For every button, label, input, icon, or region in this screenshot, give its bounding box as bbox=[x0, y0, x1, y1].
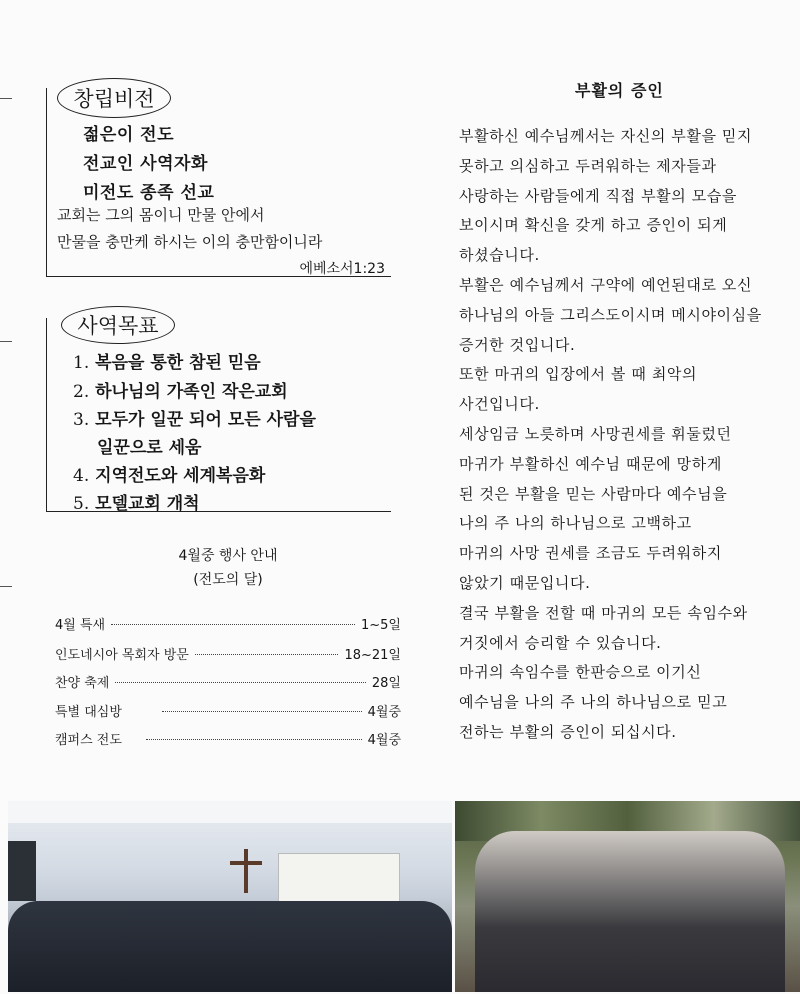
goal-text: 모두가 일꾼 되어 모든 사람을 bbox=[95, 410, 316, 430]
vision-line: 전교인 사역자화 bbox=[83, 154, 208, 174]
goal-text: 복음을 통한 참된 믿음 bbox=[95, 353, 261, 373]
goal-number: 5. bbox=[73, 494, 90, 514]
event-row bbox=[55, 701, 401, 719]
fold-mark bbox=[0, 586, 12, 587]
article-line: 증거한 것입니다. bbox=[459, 335, 576, 354]
leader-dots bbox=[111, 624, 355, 625]
vision-box bbox=[46, 88, 391, 277]
event-date: 28일 bbox=[371, 676, 401, 691]
vision-line: 미전도 종족 선교 bbox=[83, 183, 215, 203]
event-name: 인도네시아 목회자 방문 bbox=[55, 648, 189, 663]
event-row bbox=[55, 644, 401, 662]
event-name: 특별 대심방 bbox=[55, 705, 122, 720]
goal-item bbox=[73, 405, 316, 430]
event-row bbox=[55, 672, 401, 690]
article-line: 세상임금 노릇하며 사망권세를 휘둘렀던 bbox=[459, 425, 732, 443]
vision-verse: 교회는 그의 몸이니 만물 안에서 bbox=[57, 206, 265, 224]
vision-verse: 만물을 충만케 하시는 이의 충만함이니라 bbox=[57, 233, 323, 251]
goal-number: 2. bbox=[73, 382, 90, 402]
article-line: 전하는 부활의 증인이 되십시다. bbox=[459, 723, 677, 741]
article-line: 나의 주 나의 하나님으로 고백하고 bbox=[459, 514, 692, 533]
goals-title: 사역목표 bbox=[61, 306, 175, 344]
article-line: 사건입니다. bbox=[459, 395, 540, 414]
article-line: 부활하신 예수님께서는 자신의 부활을 믿지 bbox=[459, 127, 753, 145]
vision-title: 창립비전 bbox=[57, 78, 171, 118]
group-photo-outdoor bbox=[455, 801, 800, 992]
goal-item bbox=[97, 433, 201, 458]
article-line: 또한 마귀의 입장에서 볼 때 최악의 bbox=[459, 365, 698, 384]
leader-dots bbox=[146, 739, 362, 740]
goal-text: 모델교회 개척 bbox=[95, 494, 200, 514]
article-line: 부활은 예수님께서 구약에 예언된대로 오신 bbox=[459, 276, 753, 294]
article-line: 못하고 의심하고 두려워하는 제자들과 bbox=[459, 156, 717, 175]
cross-vertical bbox=[244, 849, 248, 893]
event-date: 1~5일 bbox=[361, 618, 401, 633]
goal-text: 하나님의 가족인 작은교회 bbox=[95, 382, 288, 402]
events-subtitle: (전도의 달) bbox=[193, 572, 263, 588]
event-name: 찬양 축제 bbox=[55, 676, 110, 691]
goals-box bbox=[46, 314, 391, 514]
vision-line: 젊은이 전도 bbox=[83, 125, 175, 145]
article-line: 마귀가 부활하신 예수님 때문에 망하게 bbox=[459, 454, 722, 473]
article-line: 결국 부활을 전할 때 마귀의 모든 속임수와 bbox=[459, 603, 748, 622]
goal-number: 1. bbox=[73, 353, 90, 373]
goal-number: 3. bbox=[73, 410, 90, 430]
cross-horizontal bbox=[230, 861, 262, 865]
leader-dots bbox=[115, 682, 366, 683]
group-photo-indoor bbox=[8, 801, 452, 992]
event-date: 4월중 bbox=[367, 733, 401, 748]
goal-number: 4. bbox=[73, 466, 90, 486]
event-name: 4월 특새 bbox=[55, 618, 106, 633]
verse-reference: 에베소서1:23 bbox=[299, 261, 385, 277]
article-line: 사랑하는 사람들에게 직접 부활의 모습을 bbox=[459, 186, 738, 205]
goal-item bbox=[73, 489, 200, 514]
goal-text: 지역전도와 세계복음화 bbox=[95, 466, 266, 486]
event-row bbox=[55, 614, 401, 632]
fold-mark bbox=[0, 341, 12, 342]
event-date: 4월중 bbox=[367, 705, 401, 720]
article-line: 마귀의 사망 권세를 조금도 두려워하지 bbox=[459, 544, 722, 563]
article-title: 부활의 증인 bbox=[575, 81, 664, 100]
article-line: 마귀의 속임수를 한판승으로 이기신 bbox=[459, 663, 702, 682]
article-line: 하셨습니다. bbox=[459, 246, 540, 265]
crowd bbox=[8, 901, 452, 992]
event-name: 캠퍼스 전도 bbox=[55, 733, 122, 748]
goal-item bbox=[73, 377, 288, 402]
article-line: 거짓에서 승리할 수 있습니다. bbox=[459, 633, 662, 652]
speaker bbox=[8, 841, 36, 901]
ceiling bbox=[8, 801, 452, 823]
goal-item bbox=[73, 348, 261, 373]
goal-text: 일꾼으로 세움 bbox=[97, 438, 202, 458]
fold-mark bbox=[0, 98, 12, 99]
events-title: 4월중 행사 안내 bbox=[178, 548, 278, 564]
article-line: 하나님의 아들 그리스도이시며 메시야이심을 bbox=[459, 305, 762, 324]
article-line: 된 것은 부활을 믿는 사람마다 예수님을 bbox=[459, 484, 728, 503]
article-line: 보이시며 확신을 갖게 하고 증인이 되게 bbox=[459, 216, 728, 235]
leader-dots bbox=[195, 654, 339, 655]
article-line: 않았기 때문입니다. bbox=[459, 574, 591, 592]
event-row bbox=[55, 729, 401, 747]
goal-item bbox=[73, 461, 265, 486]
event-date: 18~21일 bbox=[344, 648, 401, 663]
crowd bbox=[475, 831, 785, 992]
article-line: 예수님을 나의 주 나의 하나님으로 믿고 bbox=[459, 693, 728, 712]
leader-dots bbox=[162, 711, 362, 712]
